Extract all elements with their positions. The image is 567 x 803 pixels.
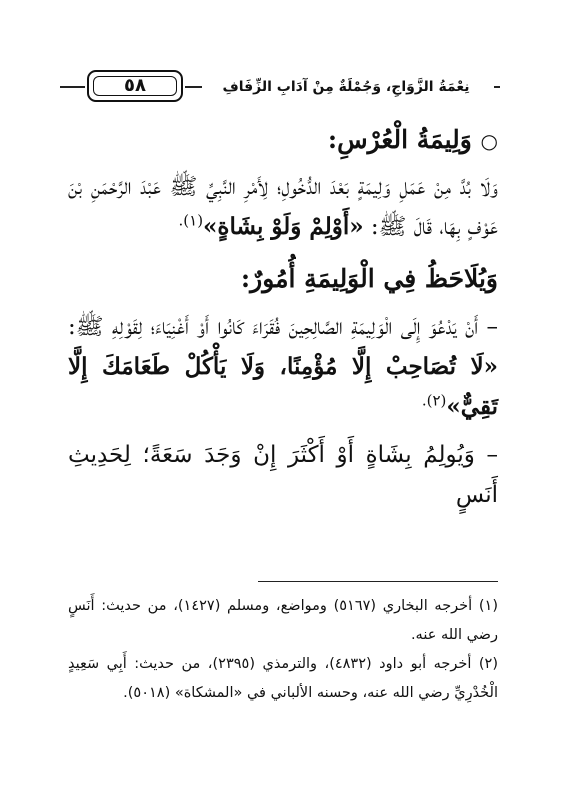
- header-rule-right: [494, 86, 500, 88]
- list-item: [68, 435, 498, 515]
- page-number: ٥٨: [124, 75, 146, 96]
- paragraph-walima: [68, 167, 498, 247]
- section-heading-walima: [68, 122, 498, 159]
- running-title: نِعْمَةُ الزَّوَاجِ، وَجُمْلَةٌ مِنْ آدَابِ الزِّفَافِ: [222, 79, 470, 95]
- footnote-ref: (١).: [178, 211, 204, 230]
- footnote-1: (١) أخرجه البخاري (٥١٦٧) ومواضع، ومسلم (١٤٢٧)، من حديث: أَنَسٍ رضي الله عنه.: [68, 598, 498, 643]
- list-item: [68, 307, 498, 427]
- list-item-text: – وَيُولِمُ بِشَاةٍ أَوْ أَكْثَرَ إِنْ وَجَدَ سَعَةً؛ لِحَدِيثِ أَنَسٍ: [68, 442, 498, 508]
- header-rule-middle: [185, 86, 202, 88]
- hadith-quote: «لَا تُصَاحِبْ إِلَّا مُؤْمِنًا، وَلَا يَأْكُلْ طَعَامَكَ إِلَّا تَقِيٌّ»: [68, 353, 498, 420]
- circle-bullet-icon: ○: [480, 129, 498, 153]
- page-header: [60, 70, 500, 104]
- main-text: [68, 122, 498, 515]
- section-heading-notes: وَيُلَاحَظُ فِي الْوَلِيمَةِ أُمُورٌ:: [240, 264, 498, 293]
- hadith-quote: «أَوْلِمْ وَلَوْ بِشَاةٍ»: [203, 213, 364, 240]
- section-heading-text: وَلِيمَةُ الْعُرْسِ:: [327, 125, 472, 154]
- footnote-ref: (٢).: [421, 391, 447, 410]
- footnote-divider: [258, 581, 498, 582]
- header-rule-left: [60, 86, 85, 88]
- paragraph-text: وَلَا بُدَّ مِنْ عَمَلِ وَلِيمَةٍ بَعْدَ الدُّخُولِ؛ لِأَمْرِ النَّبِيِّ ﷺ عَبْدَ الرَّحْمَنِ بْنَ عَوْفٍ بِهَا، قَالَ ﷺ:: [68, 174, 498, 240]
- footnotes: [68, 592, 498, 708]
- footnote-2: (٢) أخرجه أبو داود (٤٨٣٢)، والترمذي (٢٣٩٥)، من حديث: أَبِي سَعِيدٍ الْخُدْرِيِّ رضي الله عنه، وحسنه الألباني في «المشكاة» (٥٠١٨).: [68, 656, 499, 701]
- list-item-text: – أَنْ يَدْعُوَ إِلَى الْوَلِيمَةِ الصَّالِحِينَ فُقَرَاءَ كَانُوا أَوْ أَغْنِيَاءَ؛ لِقَوْلِهِ ﷺ:: [68, 314, 498, 340]
- page-number-badge: [87, 70, 183, 102]
